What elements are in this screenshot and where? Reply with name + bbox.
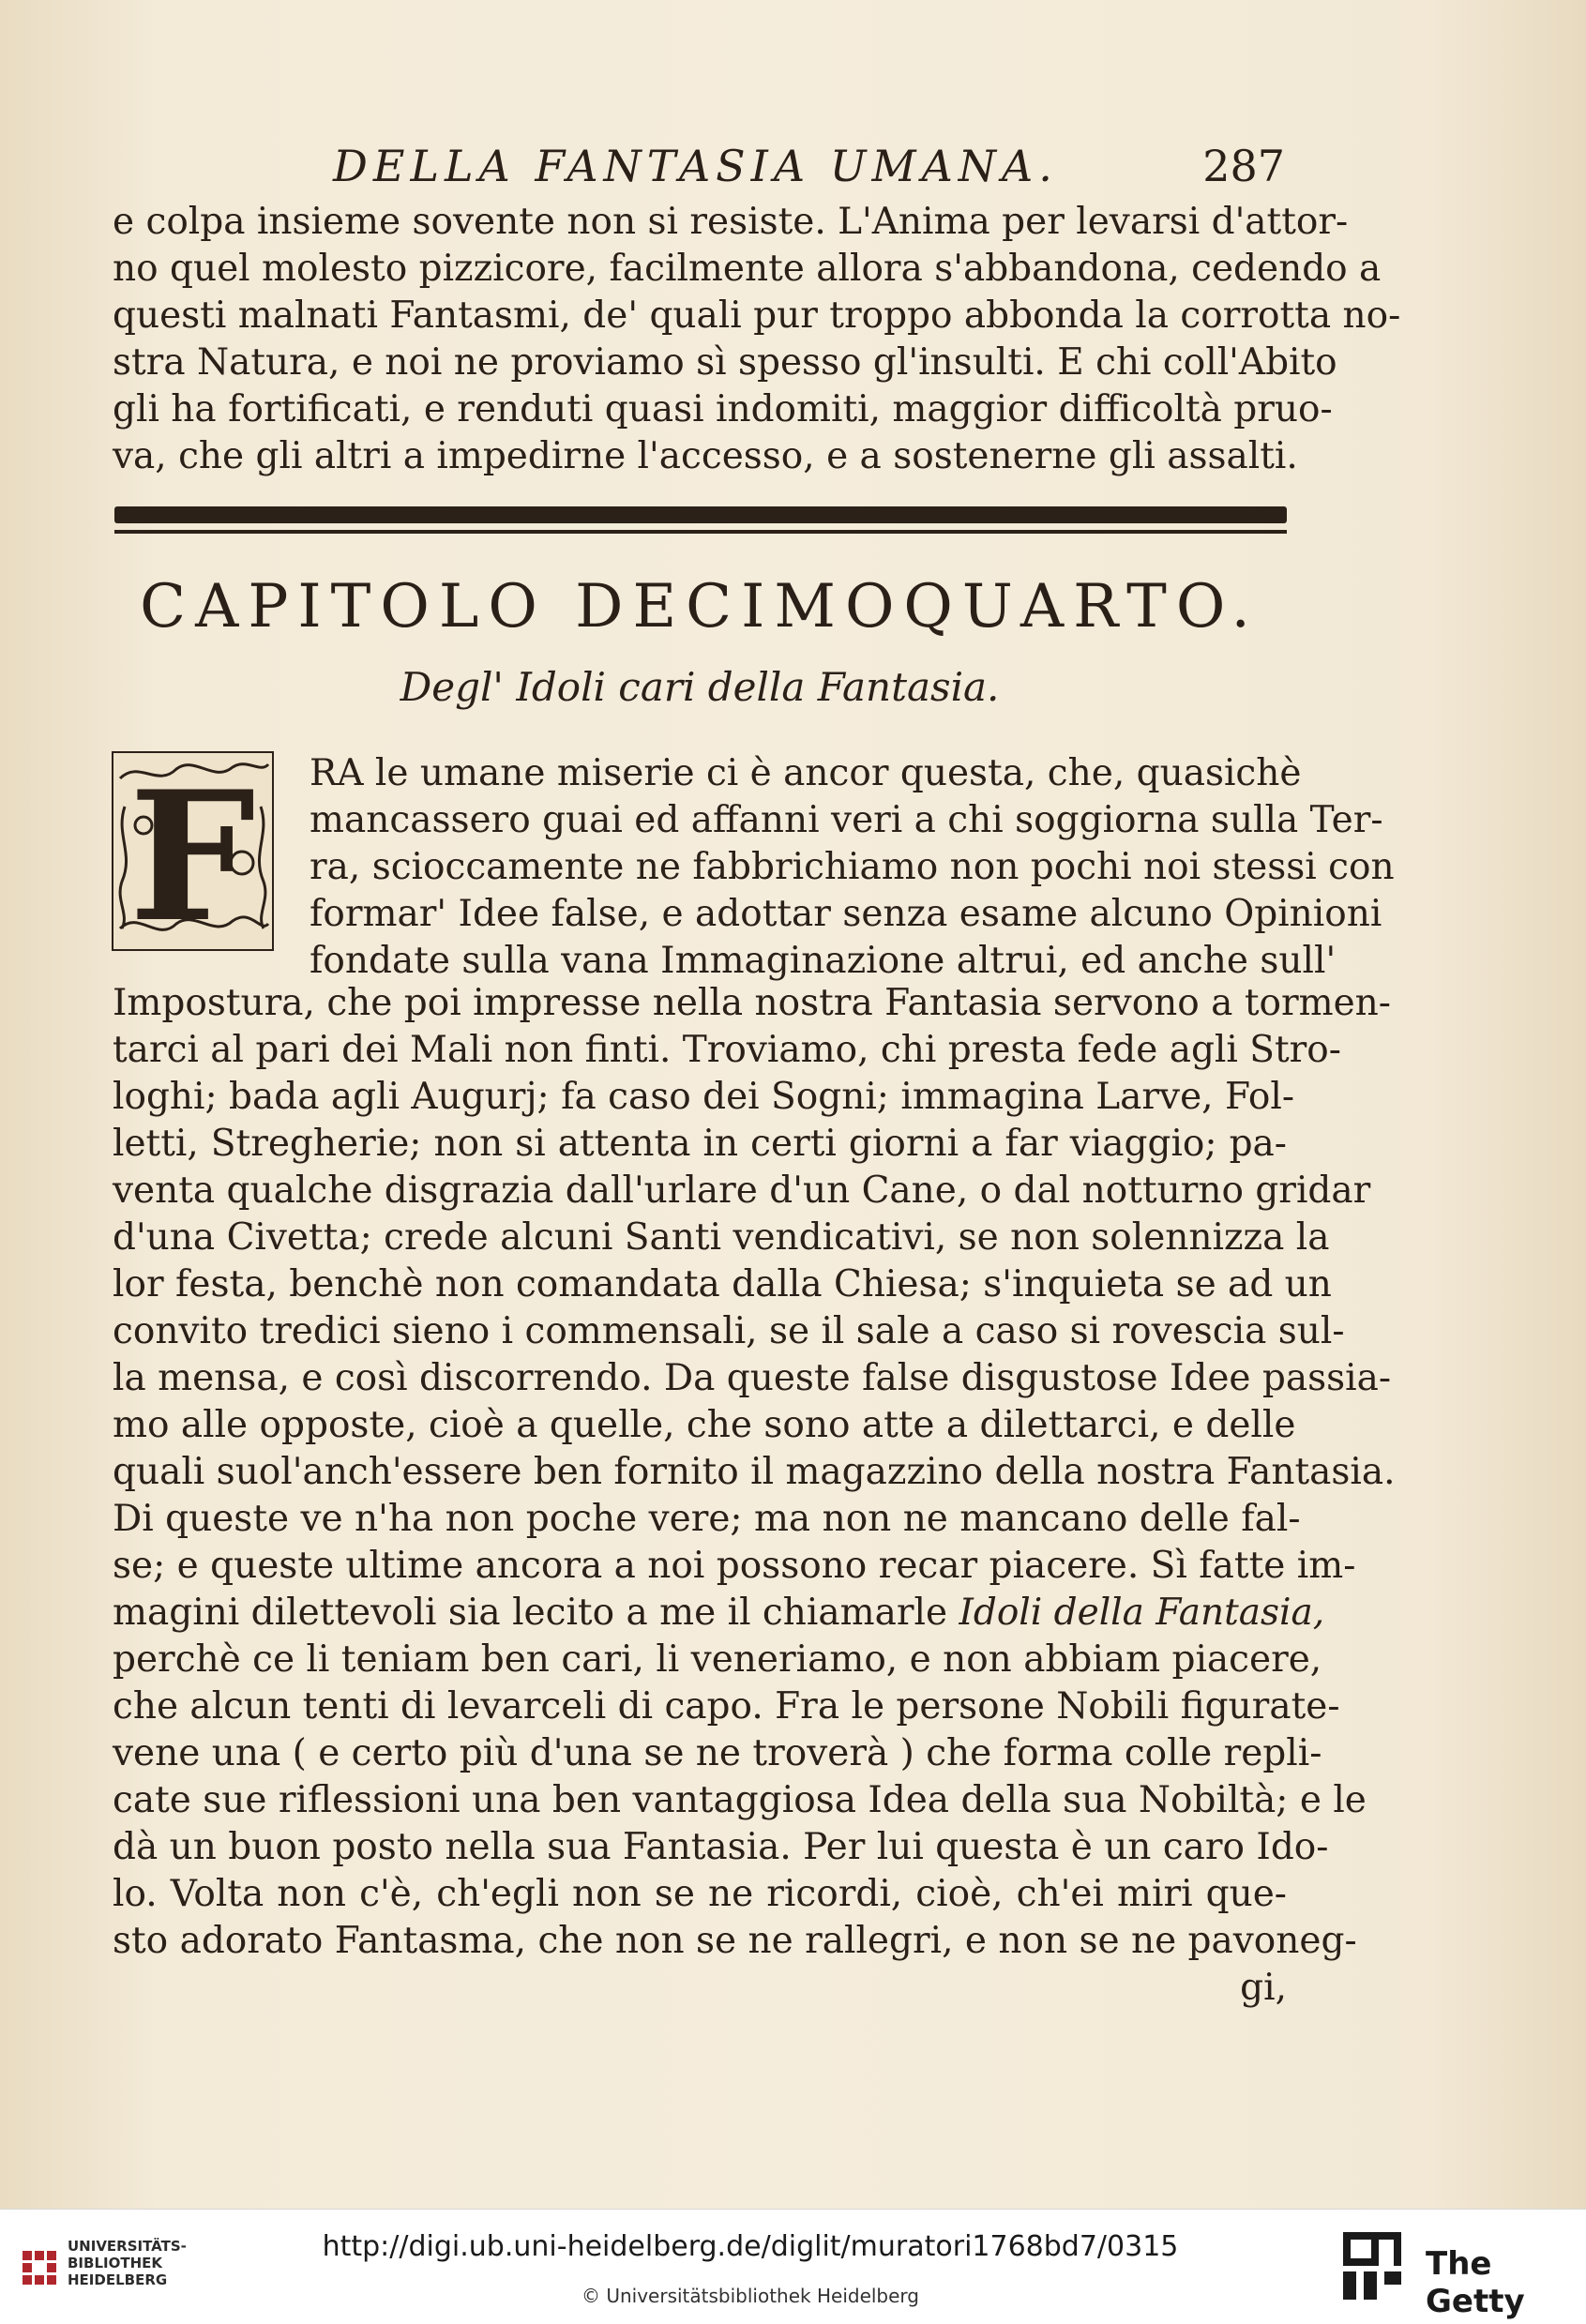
chapter-subtitle: Degl' Idoli cari della Fantasia. [400,664,1000,710]
partner-name[interactable]: The Getty [1426,2245,1525,2320]
text-line: mancassero guai ed affanni veri a chi soggiorna sulla Ter- [310,799,1383,841]
text-line: Di queste ve n'ha non poche vere; ma non ne mancano delle fal- [113,1498,1301,1540]
drop-cap-paragraph [310,750,1395,985]
ornamental-drop-cap [111,750,275,961]
text-line: venta qualche disgrazia dall'urlare d'un Cane, o dal notturno gridar [113,1170,1371,1212]
main-paragraph [113,980,1396,2012]
getty-logo-icon[interactable] [1341,2230,1403,2303]
text-line: d'una Civetta; crede alcuni Santi vendicativi, se non solennizza la [113,1216,1330,1259]
viewer-footer [0,2209,1586,2324]
catchword: gi, [1240,1967,1287,2009]
chapter-divider-thick [114,506,1287,523]
ub-heidelberg-logo-icon[interactable] [21,2249,58,2286]
text-line: vene una ( e certo più d'una se ne troverà ) che forma colle repli- [113,1732,1322,1774]
text-line: lo. Volta non c'è, ch'egli non se ne ricordi, cioè, ch'ei miri que- [113,1873,1287,1915]
text-line: RA le umane miserie ci è ancor questa, che, quasichè [310,752,1302,794]
text-line: sto adorato Fantasma, che non se ne rallegri, e non se ne pavoneg- [113,1920,1357,1962]
text-line: loghi; bada agli Augurj; fa caso dei Sogni; immagina Larve, Fol- [113,1076,1294,1118]
page-number: 287 [1202,141,1285,191]
text-line: perchè ce li teniam ben cari, li veneriamo, e non abbiam piacere, [113,1638,1322,1681]
text-line: mo alle opposte, cioè a quelle, che sono atte a dilettarci, e delle [113,1404,1296,1446]
chapter-divider-thin [114,530,1287,534]
text-line: cate sue riflessioni una ben vantaggiosa Idea della sua Nobiltà; e le [113,1779,1367,1821]
text-line: se; e queste ultime ancora a noi possono recar piacere. Sì fatte im- [113,1545,1356,1587]
text-line: la mensa, e così discorrendo. Da queste false disgustose Idee passia- [113,1357,1392,1399]
text-line: quali suol'anch'essere ben fornito il magazzino della nostra Fantasia. [113,1451,1396,1493]
text-line: e colpa insieme sovente non si resiste. L'Anima per levarsi d'attor- [113,201,1349,243]
text-line: no quel molesto pizzicore, facilmente allora s'abbandona, cedendo a [113,248,1382,290]
text-line: stra Natura, e noi ne proviamo sì spesso gl'insulti. E chi coll'Abito [113,341,1337,384]
chapter-title: CAPITOLO DECIMOQUARTO. [140,572,1260,641]
text-line: gli ha fortificati, e renduti quasi indomiti, maggior difficoltà pruo- [113,388,1333,430]
running-head [333,141,1285,197]
text-line: va, che gli altri a impedirne l'accesso, e a sostenerne gli assalti. [113,435,1298,477]
running-title: DELLA FANTASIA UMANA. [333,141,1058,191]
text-line: questi malnati Fantasmi, de' quali pur troppo abbonda la corrotta no- [113,294,1401,337]
italic-phrase: Idoli della Fantasia, [959,1592,1325,1634]
text-line: Impostura, che poi impresse nella nostra Fantasia servono a tormen- [113,982,1391,1024]
text-line: letti, Stregherie; non si attenta in certi giorni a far viaggio; pa- [113,1123,1287,1165]
permalink-url[interactable]: http://digi.ub.uni-heidelberg.de/diglit/muratori1768bd7/0315 [322,2230,1179,2263]
library-name[interactable]: UNIVERSITÄTS- BIBLIOTHEK HEIDELBERG [68,2238,187,2288]
copyright-notice: © Universitätsbibliothek Heidelberg [581,2285,919,2307]
text-line: fondate sulla vana Immaginazione altrui, ed anche sull' [310,940,1337,982]
text-line: lor festa, benchè non comandata dalla Chiesa; s'inquieta se ad un [113,1263,1332,1305]
text-line: ra, scioccamente ne fabbrichiamo non pochi noi stessi con [310,846,1395,888]
text-line: dà un buon posto nella sua Fantasia. Per lui questa è un caro Ido- [113,1826,1329,1868]
top-paragraph [113,199,1401,480]
text-line: tarci al pari dei Mali non finti. Troviamo, chi presta fede agli Stro- [113,1029,1341,1071]
text-line: magini dilettevoli sia lecito a me il chiamarle Idoli della Fantasia, [113,1592,1325,1634]
text-line: formar' Idee false, e adottar senza esame alcuno Opinioni [310,893,1382,935]
text-line: che alcun tenti di levarceli di capo. Fra le persone Nobili figurate- [113,1685,1340,1728]
drop-cap-letter: F [128,752,256,961]
text-line: convito tredici sieno i commensali, se il sale a caso si rovescia sul- [113,1310,1345,1352]
